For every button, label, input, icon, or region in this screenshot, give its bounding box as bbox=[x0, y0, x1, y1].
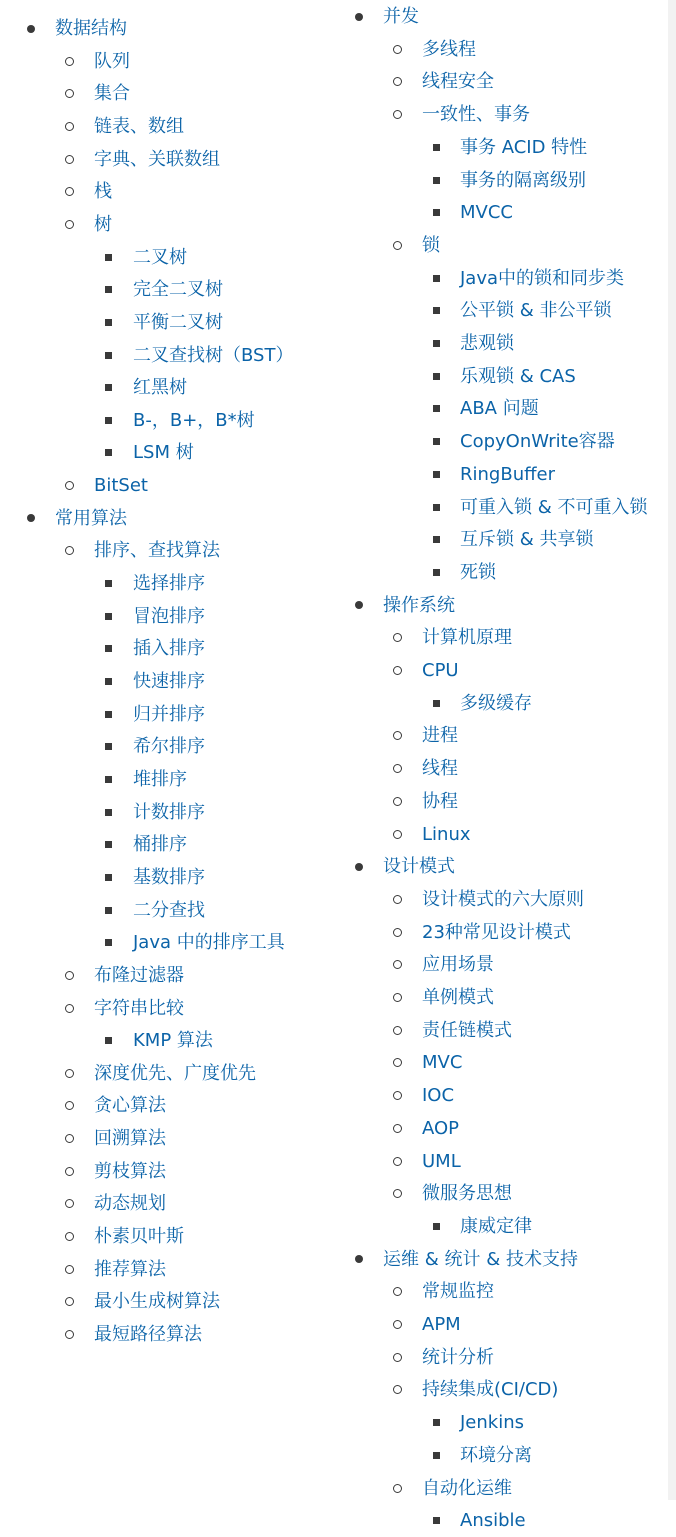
square-icon bbox=[101, 796, 115, 829]
item-label: 桶排序 bbox=[133, 834, 187, 856]
square-icon bbox=[101, 926, 115, 959]
circle-icon bbox=[390, 621, 404, 654]
item-label: 锁 bbox=[422, 234, 440, 256]
square-icon bbox=[101, 241, 115, 274]
item-label: AOP bbox=[422, 1117, 460, 1139]
square-icon bbox=[101, 698, 115, 731]
square-icon bbox=[429, 523, 443, 556]
item-label: 计算机原理 bbox=[422, 627, 512, 649]
circle-icon bbox=[390, 229, 404, 262]
circle-icon bbox=[390, 1014, 404, 1047]
item-label: 环境分离 bbox=[460, 1444, 532, 1466]
circle-icon bbox=[390, 1046, 404, 1079]
square-icon bbox=[101, 371, 115, 404]
item-label: 进程 bbox=[422, 725, 458, 747]
item-label: 贪心算法 bbox=[94, 1095, 166, 1117]
item-label: 动态规划 bbox=[94, 1193, 166, 1215]
page-edge bbox=[668, 0, 676, 1500]
square-icon bbox=[429, 425, 443, 458]
square-icon bbox=[101, 600, 115, 633]
item-label: ABA 问题 bbox=[460, 398, 539, 420]
item-label: MVCC bbox=[460, 202, 513, 224]
item-label: Java 中的排序工具 bbox=[133, 932, 285, 954]
item-label: 微服务思想 bbox=[422, 1183, 512, 1205]
item-label: 字典、关联数组 bbox=[94, 148, 220, 170]
square-icon bbox=[101, 567, 115, 600]
item-label: KMP 算法 bbox=[133, 1030, 213, 1052]
circle-icon bbox=[62, 143, 76, 176]
square-icon bbox=[429, 458, 443, 491]
item-label: 基数排序 bbox=[133, 866, 205, 888]
item-label: 协程 bbox=[422, 790, 458, 812]
circle-icon bbox=[390, 1373, 404, 1406]
item-label: 最小生成树算法 bbox=[94, 1291, 220, 1313]
square-icon bbox=[429, 131, 443, 164]
item-label: 剪枝算法 bbox=[94, 1160, 166, 1182]
item-label: Ansible bbox=[460, 1510, 526, 1532]
item-label: 悲观锁 bbox=[460, 333, 514, 354]
circle-icon bbox=[62, 1122, 76, 1155]
item-label: 平衡二叉树 bbox=[133, 311, 223, 333]
item-label: 完全二叉树 bbox=[133, 279, 223, 301]
circle-icon bbox=[390, 916, 404, 949]
item-label: 计数排序 bbox=[133, 801, 205, 823]
item-label: 快速排序 bbox=[133, 671, 205, 692]
item-label: 线程 bbox=[422, 758, 458, 780]
square-icon bbox=[101, 404, 115, 437]
square-icon bbox=[429, 556, 443, 589]
circle-icon bbox=[62, 175, 76, 208]
square-icon bbox=[101, 273, 115, 306]
square-icon bbox=[429, 491, 443, 524]
item-label: 运维 & 统计 & 技术支持 bbox=[383, 1248, 578, 1270]
circle-icon bbox=[62, 1220, 76, 1253]
bullet-icon bbox=[352, 0, 366, 33]
item-label: 设计模式的六大原则 bbox=[422, 888, 584, 910]
item-label: 互斥锁 & 共享锁 bbox=[460, 529, 594, 551]
circle-icon bbox=[62, 45, 76, 78]
item-label: 二叉树 bbox=[133, 246, 187, 268]
circle-icon bbox=[390, 33, 404, 66]
circle-icon bbox=[62, 1057, 76, 1090]
circle-icon bbox=[62, 1089, 76, 1122]
item-label: 链表、数组 bbox=[94, 115, 184, 137]
circle-icon bbox=[62, 1318, 76, 1351]
item-label: 线程安全 bbox=[422, 71, 494, 93]
square-icon bbox=[429, 327, 443, 360]
circle-icon bbox=[390, 1079, 404, 1112]
square-icon bbox=[429, 1210, 443, 1243]
item-label: 常规监控 bbox=[422, 1281, 494, 1303]
item-label: B-，B+，B*树 bbox=[133, 409, 255, 431]
item-label: 23种常见设计模式 bbox=[422, 921, 571, 943]
item-label: 事务 ACID 特性 bbox=[460, 136, 588, 158]
square-icon bbox=[101, 632, 115, 665]
square-icon bbox=[429, 1406, 443, 1439]
square-icon bbox=[429, 262, 443, 295]
item-label: Jenkins bbox=[460, 1412, 525, 1434]
circle-icon bbox=[390, 654, 404, 687]
item-label: 排序、查找算法 bbox=[94, 540, 220, 562]
circle-icon bbox=[390, 1145, 404, 1178]
circle-icon bbox=[390, 818, 404, 851]
bullet-icon bbox=[24, 12, 38, 45]
circle-icon bbox=[62, 534, 76, 567]
square-icon bbox=[101, 665, 115, 698]
item-label: 深度优先、广度优先 bbox=[94, 1062, 256, 1084]
circle-icon bbox=[62, 208, 76, 241]
item-label: 康威定律 bbox=[460, 1215, 532, 1237]
item-label: UML bbox=[422, 1150, 461, 1172]
circle-icon bbox=[390, 785, 404, 818]
item-label: 公平锁 & 非公平锁 bbox=[460, 300, 612, 322]
item-label: CPU bbox=[422, 660, 459, 681]
item-label: 字符串比较 bbox=[94, 997, 184, 1019]
item-label: 一致性、事务 bbox=[422, 104, 530, 126]
square-icon bbox=[429, 687, 443, 720]
item-label: 多线程 bbox=[422, 38, 476, 60]
item-label: 多级缓存 bbox=[460, 692, 532, 714]
square-icon bbox=[429, 196, 443, 229]
item-label: Linux bbox=[422, 823, 471, 845]
square-icon bbox=[101, 1024, 115, 1057]
item-label: 持续集成(CI/CD) bbox=[422, 1379, 559, 1401]
circle-icon bbox=[390, 1275, 404, 1308]
circle-icon bbox=[390, 752, 404, 785]
item-label: 布隆过滤器 bbox=[94, 964, 184, 986]
square-icon bbox=[429, 1504, 443, 1537]
item-label: 堆排序 bbox=[133, 768, 187, 790]
item-label: 单例模式 bbox=[422, 987, 494, 1008]
square-icon bbox=[429, 360, 443, 393]
bullet-icon bbox=[352, 850, 366, 883]
circle-icon bbox=[390, 719, 404, 752]
item-label: 冒泡排序 bbox=[133, 605, 205, 627]
square-icon bbox=[101, 828, 115, 861]
square-icon bbox=[101, 436, 115, 469]
bullet-icon bbox=[352, 589, 366, 622]
item-label: 回溯算法 bbox=[94, 1128, 166, 1150]
square-icon bbox=[101, 306, 115, 339]
item-label: 红黑树 bbox=[133, 377, 187, 399]
item-label: 归并排序 bbox=[133, 703, 205, 725]
circle-icon bbox=[390, 65, 404, 98]
item-label: 事务的隔离级别 bbox=[460, 169, 586, 191]
item-label: 应用场景 bbox=[422, 954, 494, 976]
circle-icon bbox=[62, 469, 76, 502]
item-label: 死锁 bbox=[460, 561, 496, 583]
item-label: APM bbox=[422, 1314, 461, 1335]
item-label: 统计分析 bbox=[422, 1346, 494, 1368]
circle-icon bbox=[390, 948, 404, 981]
square-icon bbox=[429, 392, 443, 425]
item-label: CopyOnWrite容器 bbox=[460, 431, 615, 453]
circle-icon bbox=[390, 1341, 404, 1374]
circle-icon bbox=[390, 98, 404, 131]
item-label: 可重入锁 & 不可重入锁 bbox=[460, 496, 648, 518]
item-label: 二分查找 bbox=[133, 899, 205, 921]
circle-icon bbox=[62, 1155, 76, 1188]
item-label: MVC bbox=[422, 1052, 463, 1074]
bullet-icon bbox=[24, 502, 38, 535]
item-label: 设计模式 bbox=[383, 856, 455, 878]
item-label: 树 bbox=[94, 213, 112, 235]
circle-icon bbox=[390, 1308, 404, 1341]
item-label: 数据结构 bbox=[55, 18, 127, 39]
circle-icon bbox=[62, 1187, 76, 1220]
item-label: 责任链模式 bbox=[422, 1019, 512, 1041]
circle-icon bbox=[390, 1177, 404, 1210]
item-label: RingBuffer bbox=[460, 463, 555, 485]
item-label: 集合 bbox=[94, 83, 130, 105]
circle-icon bbox=[62, 110, 76, 143]
circle-icon bbox=[62, 959, 76, 992]
item-label: 并发 bbox=[383, 6, 419, 27]
square-icon bbox=[429, 164, 443, 197]
square-icon bbox=[101, 339, 115, 372]
item-label: 推荐算法 bbox=[94, 1258, 166, 1280]
item-label: 乐观锁 & CAS bbox=[460, 365, 576, 387]
square-icon bbox=[101, 763, 115, 796]
item-label: 栈 bbox=[94, 181, 112, 203]
square-icon bbox=[101, 730, 115, 763]
item-label: Java中的锁和同步类 bbox=[460, 267, 625, 289]
item-label: 队列 bbox=[94, 50, 130, 72]
bullet-icon bbox=[352, 1243, 366, 1276]
circle-icon bbox=[390, 1112, 404, 1145]
circle-icon bbox=[62, 992, 76, 1025]
item-label: 朴素贝叶斯 bbox=[94, 1226, 184, 1248]
item-label: 二叉查找树（BST） bbox=[133, 344, 294, 366]
item-label: 自动化运维 bbox=[422, 1477, 512, 1499]
item-label: 常用算法 bbox=[55, 507, 127, 529]
item-label: 插入排序 bbox=[133, 638, 205, 660]
square-icon bbox=[101, 861, 115, 894]
item-label: 希尔排序 bbox=[133, 736, 205, 758]
square-icon bbox=[429, 1439, 443, 1472]
item-label: 最短路径算法 bbox=[94, 1324, 202, 1345]
circle-icon bbox=[62, 1253, 76, 1286]
circle-icon bbox=[390, 981, 404, 1014]
circle-icon bbox=[62, 1285, 76, 1318]
item-label: BitSet bbox=[94, 475, 148, 497]
circle-icon bbox=[390, 883, 404, 916]
item-label: 操作系统 bbox=[383, 594, 455, 616]
square-icon bbox=[429, 294, 443, 327]
item-label: IOC bbox=[422, 1085, 455, 1107]
circle-icon bbox=[62, 77, 76, 110]
square-icon bbox=[101, 894, 115, 927]
item-label: 选择排序 bbox=[133, 573, 205, 595]
item-label: LSM 树 bbox=[133, 442, 194, 464]
